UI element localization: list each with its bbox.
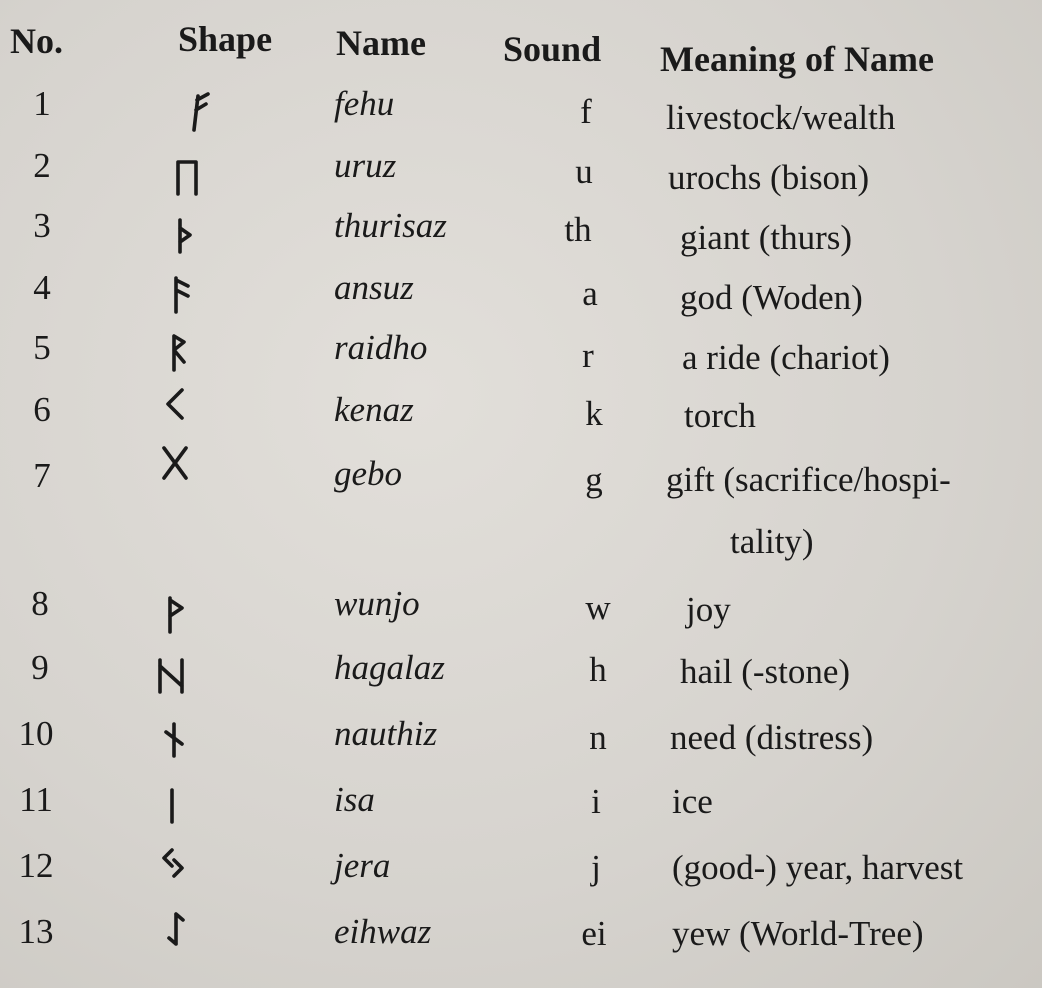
rune-name: uruz	[334, 146, 397, 185]
row-number: 5	[33, 328, 51, 367]
table-row	[0, 268, 1042, 328]
rune-name: gebo	[334, 454, 403, 493]
rune-name: hagalaz	[334, 648, 445, 687]
fehu-rune-icon	[180, 90, 220, 134]
table-row	[0, 714, 1042, 774]
hagalaz-rune-icon	[152, 654, 192, 698]
table-row	[0, 328, 1042, 388]
rune-meaning: livestock/wealth	[666, 98, 896, 137]
row-number: 12	[18, 846, 54, 885]
rune-meaning: ice	[672, 782, 713, 821]
rune-name: thurisaz	[334, 206, 447, 245]
rune-sound: n	[589, 718, 607, 757]
row-number: 8	[31, 584, 49, 623]
rune-meaning: (good-) year, harvest	[672, 848, 964, 887]
rune-name: jera	[334, 846, 391, 885]
rune-meaning: a ride (chariot)	[682, 338, 890, 377]
table-row	[0, 648, 1042, 708]
rune-meaning: torch	[684, 396, 756, 435]
rune-sound: g	[585, 460, 603, 499]
row-number: 6	[33, 390, 51, 429]
rune-meaning: yew (World-Tree)	[672, 914, 924, 953]
row-number: 2	[33, 146, 51, 185]
uruz-rune-icon	[170, 154, 210, 198]
header-meaning: Meaning of Name	[660, 39, 934, 79]
rune-meaning: giant (thurs)	[680, 218, 853, 257]
row-number: 7	[33, 456, 51, 495]
rune-meaning: joy	[686, 590, 731, 629]
rune-sound: ei	[581, 914, 607, 953]
header-shape: Shape	[178, 19, 273, 59]
jera-rune-icon	[154, 842, 194, 886]
table-row	[0, 780, 1042, 840]
rune-sound: h	[589, 650, 607, 689]
header-sound: Sound	[503, 29, 602, 69]
table-row	[0, 146, 1042, 206]
row-number: 13	[18, 912, 54, 951]
kenaz-rune-icon	[158, 384, 198, 428]
header-name: Name	[336, 23, 426, 63]
rune-meaning: gift (sacrifice/hospi-	[666, 460, 951, 499]
rune-meaning: need (distress)	[670, 718, 874, 757]
row-number: 3	[33, 206, 51, 245]
rune-name: kenaz	[334, 390, 414, 429]
rune-meaning: hail (-stone)	[680, 652, 851, 691]
row-number: 9	[31, 648, 49, 687]
row-number: 10	[18, 714, 54, 753]
gebo-rune-icon	[156, 442, 196, 486]
rune-sound: r	[582, 336, 594, 375]
table-row	[0, 390, 1042, 450]
wunjo-rune-icon	[160, 594, 200, 638]
row-number: 4	[33, 268, 51, 307]
rune-name: ansuz	[334, 268, 414, 307]
ansuz-rune-icon	[166, 274, 206, 318]
table-row	[0, 912, 1042, 972]
header-no: No.	[10, 21, 63, 61]
thurisaz-rune-icon	[170, 214, 210, 258]
rune-name: eihwaz	[334, 912, 432, 951]
rune-name: wunjo	[334, 584, 420, 623]
rune-sound: j	[591, 848, 601, 887]
table-row	[0, 584, 1042, 644]
row-number: 1	[33, 84, 51, 123]
eihwaz-rune-icon	[156, 908, 196, 952]
rune-name: nauthiz	[334, 714, 438, 753]
isa-rune-icon	[152, 784, 192, 828]
nauthiz-rune-icon	[154, 718, 194, 762]
rune-name: isa	[334, 780, 375, 819]
rune-sound: f	[580, 92, 592, 131]
table-row	[0, 84, 1042, 144]
rune-meaning: god (Woden)	[680, 278, 863, 317]
rune-sound: a	[582, 274, 598, 313]
rune-name: fehu	[334, 84, 395, 123]
table-row	[0, 446, 1042, 561]
table-row	[0, 206, 1042, 266]
rune-sound: k	[585, 394, 603, 433]
rune-meaning-continuation: tality)	[730, 522, 814, 561]
rune-sound: u	[575, 152, 593, 191]
rune-meaning: urochs (bison)	[668, 158, 870, 197]
raidho-rune-icon	[164, 332, 204, 376]
rune-sound: th	[564, 210, 592, 249]
rune-sound: i	[591, 782, 601, 821]
row-number: 11	[19, 780, 53, 819]
rune-sound: w	[585, 588, 611, 627]
table-row	[0, 846, 1042, 906]
rune-name: raidho	[334, 328, 428, 367]
